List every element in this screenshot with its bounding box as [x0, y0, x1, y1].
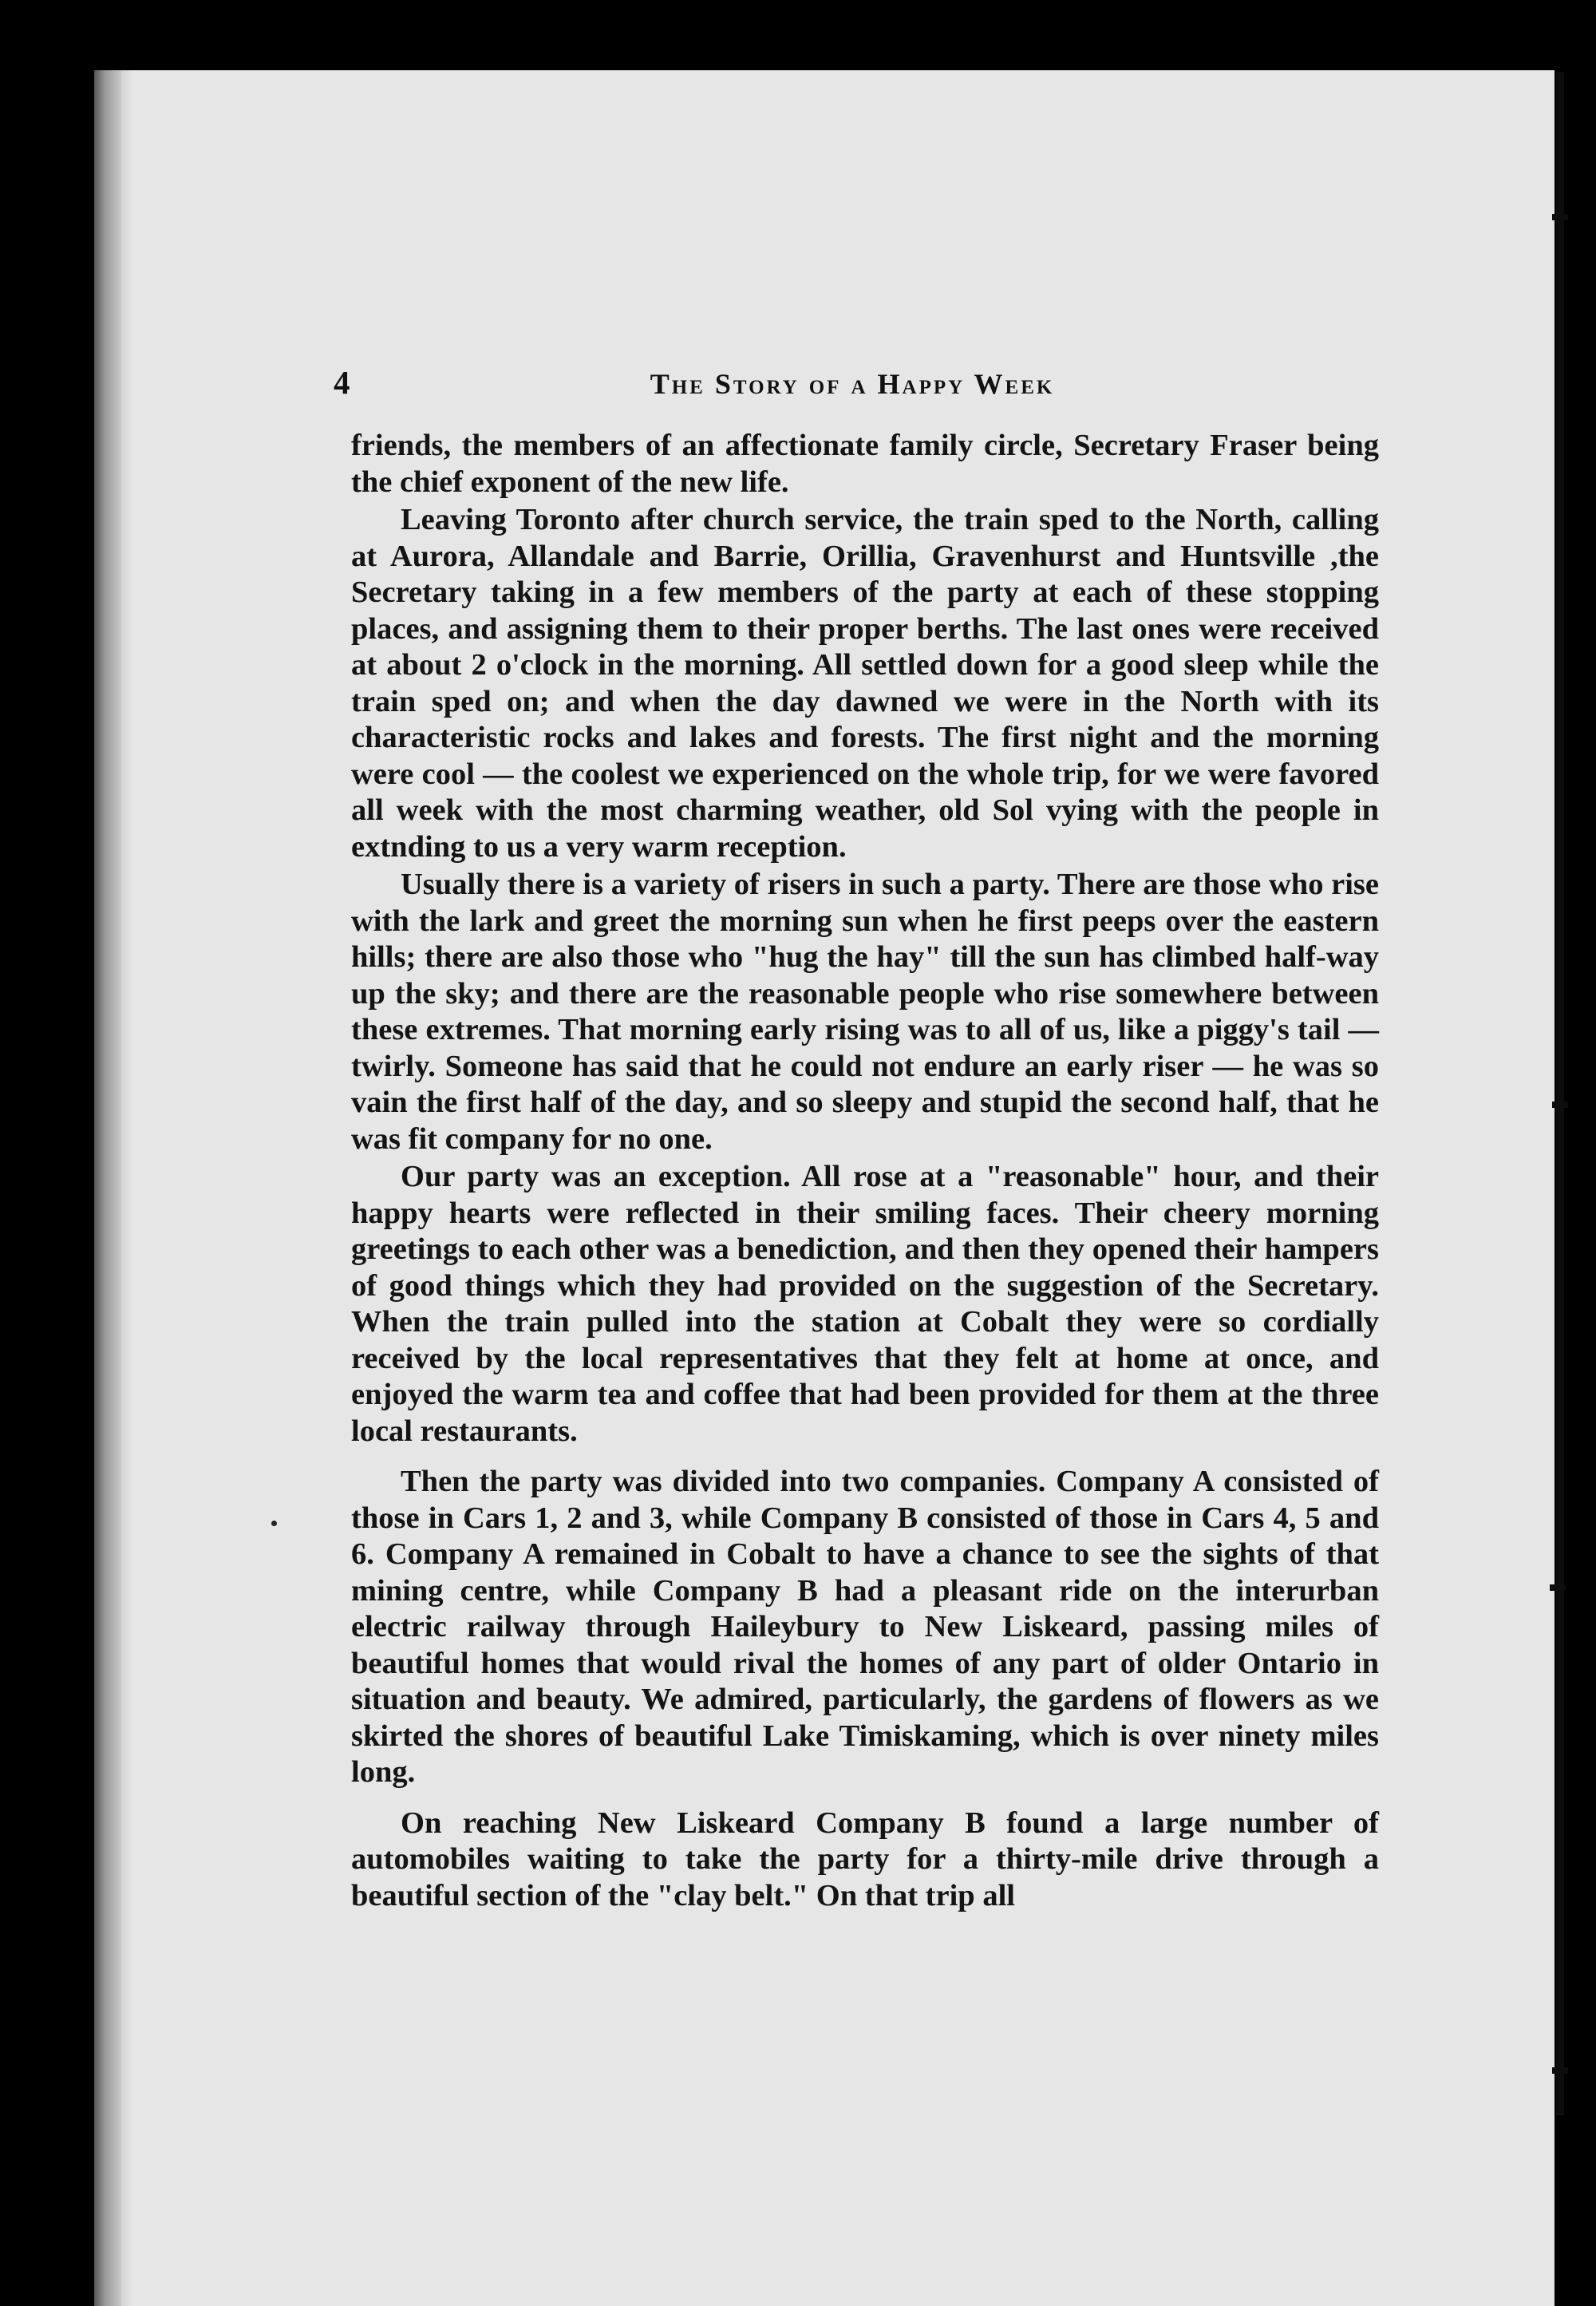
- running-header: [334, 363, 1387, 400]
- paragraph: Then the party was divided into two companies. Company A consisted of those in Cars 1, 2 and 3, while Company B consisted of those in Cars 4, 5 and 6. Company A remained in Cobalt to have a chance to see the sights of that mining centre, while Company B had a pleasant ride on the interurban electric railway through Haileybury to New Liskeard, passing miles of beautiful homes that would rival the homes of any part of older Ontario in situation and beauty. We admired, particularly, the gardens of flowers as we skirted the shores of beautiful Lake Timiskaming, which is over ninety miles long.: [351, 1465, 1379, 1789]
- body-text: [351, 428, 1379, 1914]
- paragraph: friends, the members of an affectionate family circle, Secretary Fraser being the chief exponent of the new life.: [351, 429, 1379, 499]
- page-binding-edge: [94, 70, 121, 2306]
- margin-speck: [271, 1521, 277, 1526]
- scan-border-tick: [1552, 1102, 1568, 1108]
- page-number: 4: [334, 364, 350, 401]
- paragraph: On reaching New Liskeard Company B found a large number of automobiles waiting to take the party for a thirty-mile drive through a beautiful section of the "clay belt." On that trip all: [351, 1806, 1379, 1912]
- scan-border-tick: [1552, 214, 1568, 220]
- paragraph: Leaving Toronto after church service, the train sped to the North, calling at Aurora, Allandale and Barrie, Orillia, Gravenhurst and Huntsville ,the Secretary taking in a few members of the party at each of these stopping places, and assigning them to their proper berths. The last ones were received at about 2 o'clock in the morning. All settled down for a good sleep while the train sped on; and when the day dawned we were in the North with its characteristic rocks and lakes and forests. The first night and the morning were cool — the coolest we experienced on the whole trip, for we were favored all week with the most charming weather, old Sol vying with the people in extnding to us a very warm reception.: [351, 503, 1379, 864]
- page-binding-shadow: [121, 70, 132, 2306]
- running-title: The Story of a Happy Week: [650, 368, 1055, 400]
- scan-border-line: [1556, 72, 1564, 2115]
- scan-border-tick: [1552, 2067, 1568, 2074]
- paragraph: Usually there is a variety of risers in such a party. There are those who rise with the lark and greet the morning sun when he first peeps over the eastern hills; there are also those who "hug the hay" till the sun has climbed half-way up the sky; and there are the reasonable people who rise somewhere between these extremes. That morning early rising was to all of us, like a piggy's tail — twirly. Someone has said that he could not endure an early riser — he was so vain the first half of the day, and so sleepy and stupid the second half, that he was fit company for no one.: [351, 868, 1379, 1156]
- paragraph: Our party was an exception. All rose at a "reasonable" hour, and their happy hearts were reflected in their smiling faces. Their cheery morning greetings to each other was a benediction, and then they opened their hampers of good things which they had provided on the suggestion of the Secretary. When the train pulled into the station at Cobalt they were so cordially received by the local representatives that they felt at home at once, and enjoyed the warm tea and coffee that had been provided for them at the three local restaurants.: [351, 1160, 1379, 1448]
- scan-border-tick: [1550, 1584, 1566, 1591]
